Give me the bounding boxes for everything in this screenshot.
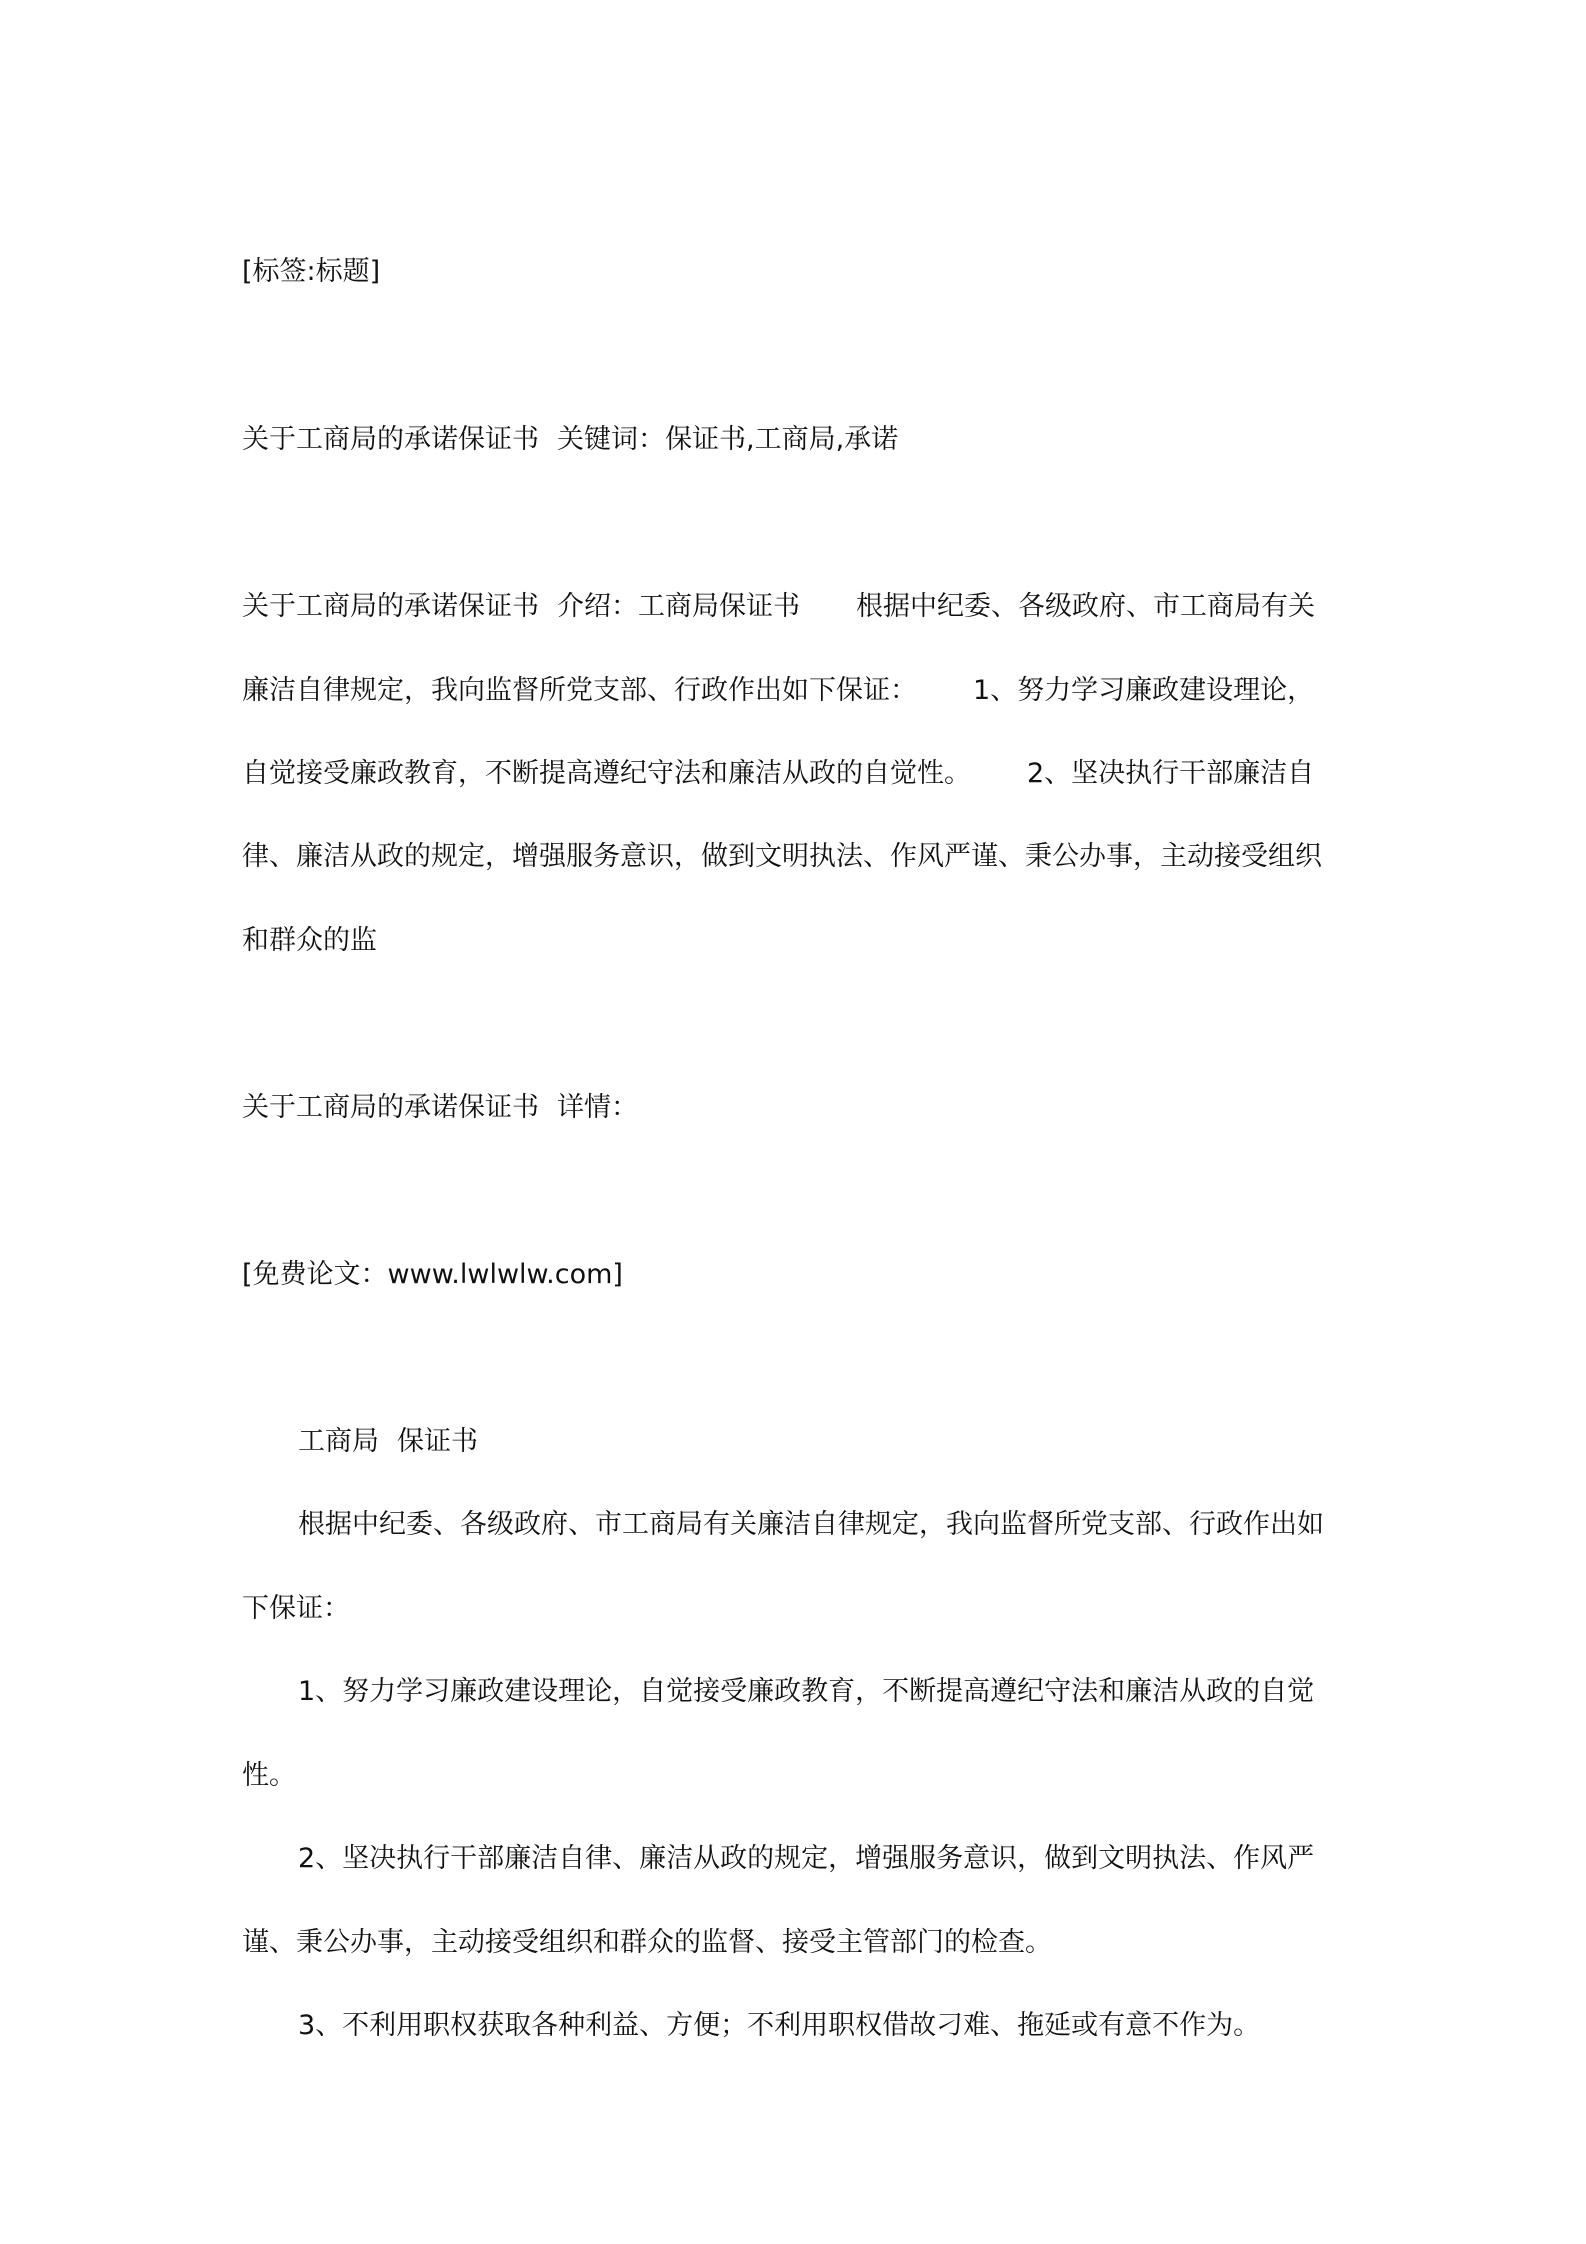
intro-line-3 <box>242 754 1357 794</box>
details-label: 详情： <box>557 1092 638 1123</box>
intro-text-4: 自觉接受廉政教育，不断提高遵纪守法和廉洁从政的自觉性。 <box>242 758 971 789</box>
intro-line-2 <box>242 671 1357 711</box>
body-paragraph-1-line-2: 下保证： <box>242 1593 350 1624</box>
intro-text-3: 1、努力学习廉政建设理论， <box>973 675 1315 706</box>
intro-line-1 <box>242 587 1357 627</box>
tag-line: [标签:标题] <box>242 256 381 287</box>
body-paragraph-2-line-1: 1、努力学习廉政建设理论，自觉接受廉政教育，不断提高遵纪守法和廉洁从政的自觉 <box>298 1676 1315 1707</box>
source-line: [免费论文：www.lwlwlw.com] <box>242 1259 623 1290</box>
body-paragraph-4-line-1: 3、不利用职权获取各种利益、方便；不利用职权借故刁难、拖延或有意不作为。 <box>298 2010 1261 2041</box>
intro-line-5: 和群众的监 <box>242 925 377 956</box>
intro-label: 介绍：工商局保证书 <box>557 591 800 622</box>
intro-text-1: 根据中纪委、各级政府、市工商局有关 <box>856 591 1315 622</box>
body-paragraph-1-line-1: 根据中纪委、各级政府、市工商局有关廉洁自律规定，我向监督所党支部、行政作出如 <box>298 1509 1324 1540</box>
details-title: 关于工商局的承诺保证书 <box>242 1092 539 1123</box>
body-paragraph-3-line-1: 2、坚决执行干部廉洁自律、廉洁从政的规定，增强服务意识，做到文明执法、作风严 <box>298 1843 1315 1874</box>
body-heading-1: 工商局 <box>298 1426 379 1457</box>
intro-text-5: 2、坚决执行干部廉洁自 <box>1027 758 1315 789</box>
body-heading <box>298 1422 1357 1462</box>
keywords-label: 关键词：保证书,工商局,承诺 <box>557 424 899 455</box>
body-paragraph-3-line-2: 谨、秉公办事，主动接受组织和群众的监督、接受主管部门的检查。 <box>242 1927 1052 1958</box>
body-heading-2: 保证书 <box>397 1426 478 1457</box>
keywords-title: 关于工商局的承诺保证书 <box>242 424 539 455</box>
intro-line-4: 律、廉洁从政的规定，增强服务意识，做到文明执法、作风严谨、秉公办事，主动接受组织 <box>242 841 1322 872</box>
intro-title: 关于工商局的承诺保证书 <box>242 591 539 622</box>
details-line <box>242 1088 1357 1128</box>
body-paragraph-2-line-2: 性。 <box>242 1760 296 1791</box>
keywords-line <box>242 420 1357 460</box>
intro-text-2: 廉洁自律规定，我向监督所党支部、行政作出如下保证： <box>242 675 917 706</box>
